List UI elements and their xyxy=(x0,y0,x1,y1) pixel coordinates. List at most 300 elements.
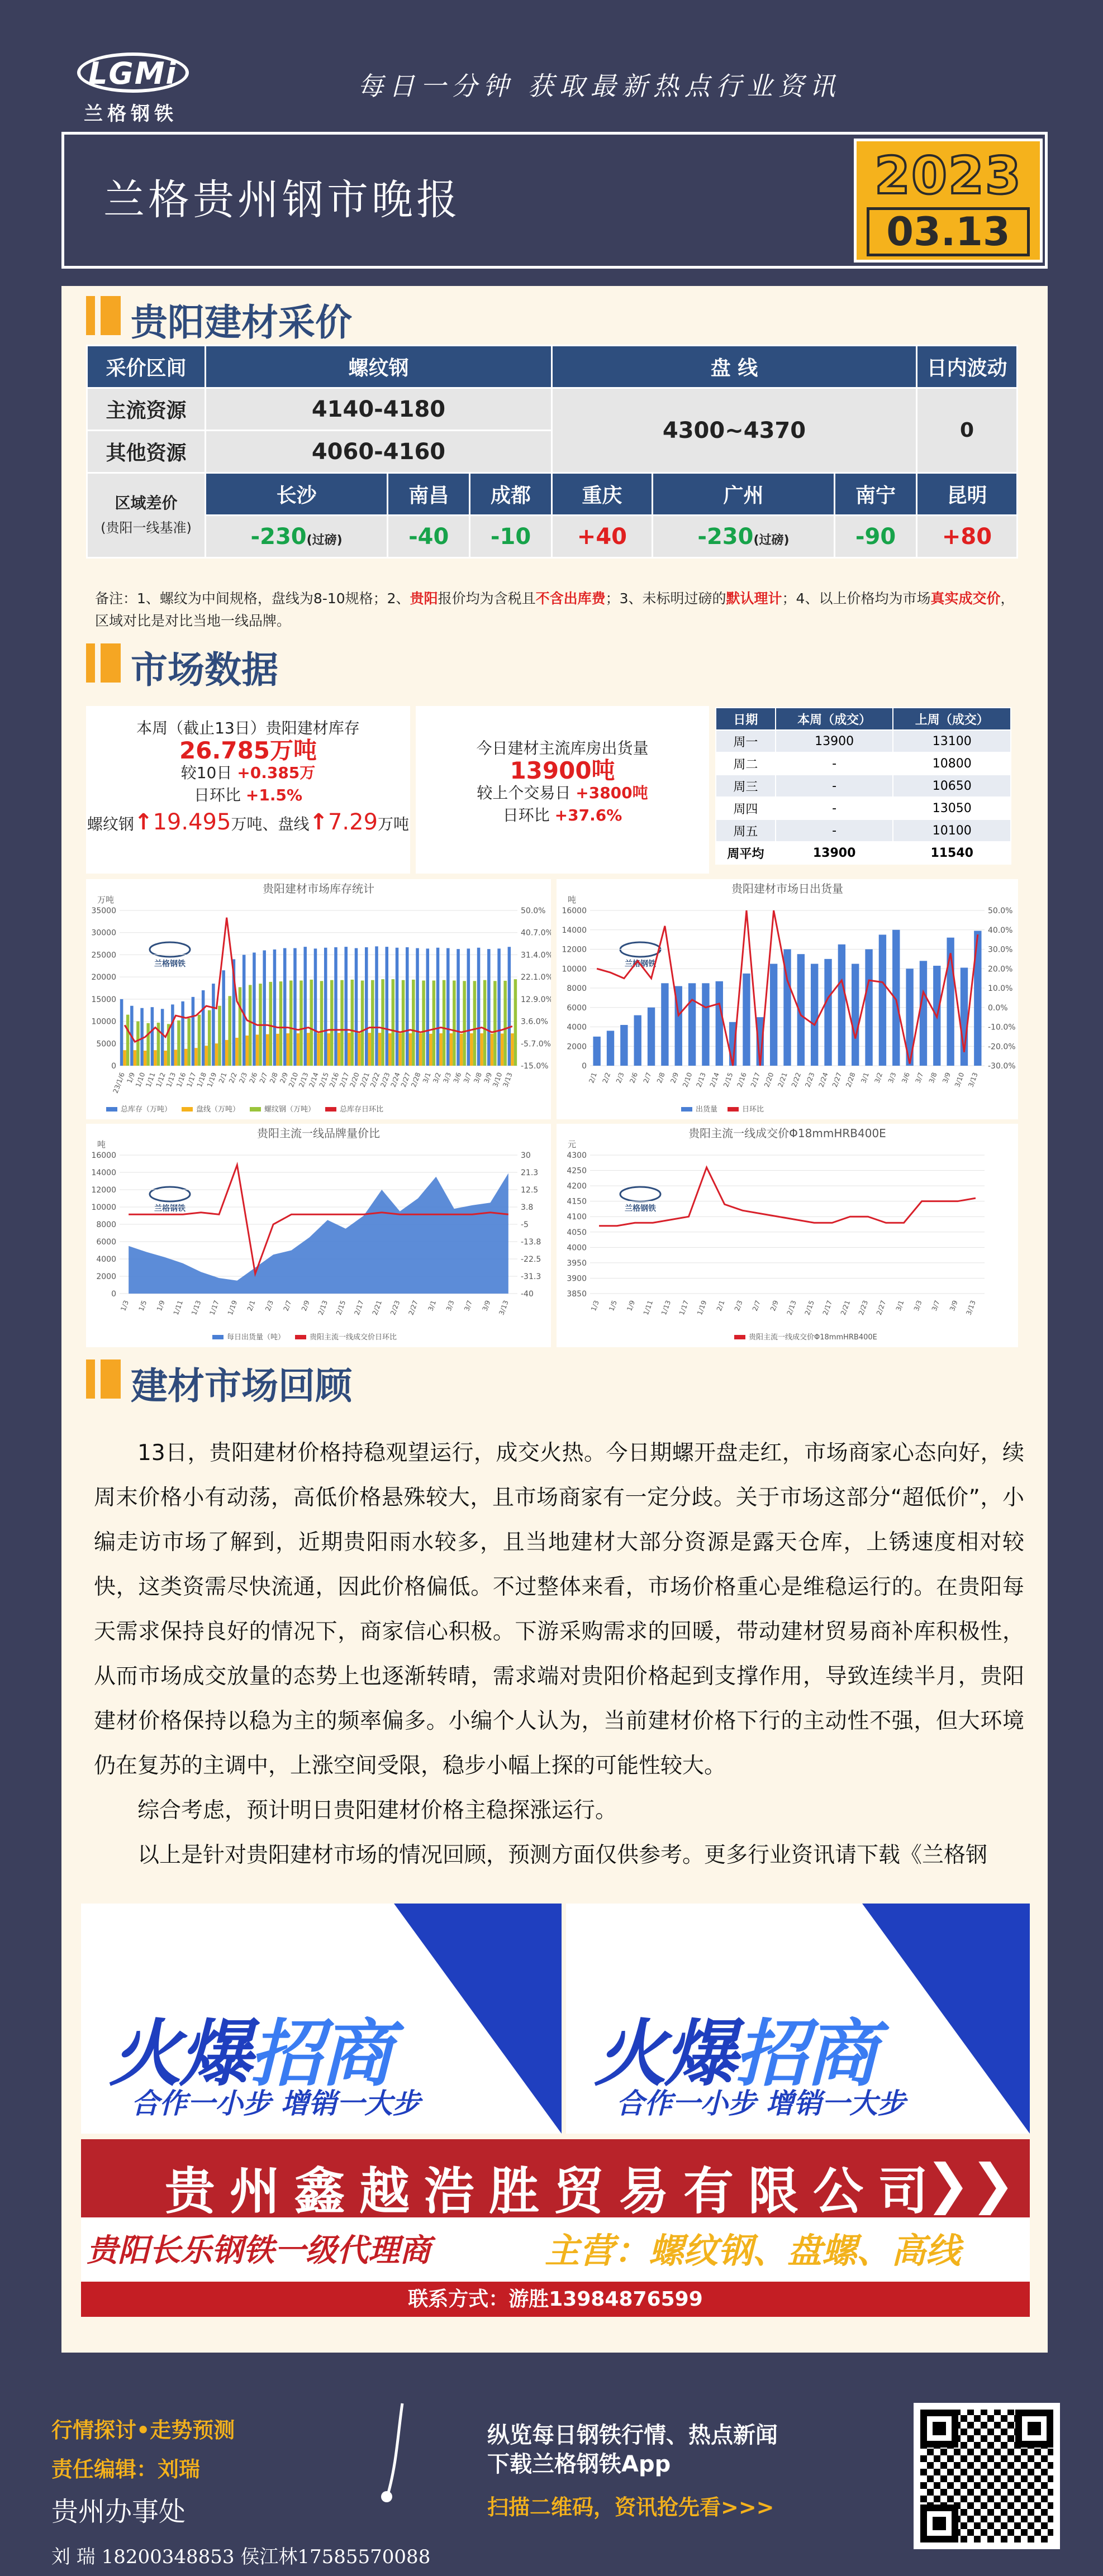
bar-wire xyxy=(429,1034,432,1066)
x-tick-label: 2/27 xyxy=(407,1299,420,1316)
company-name: 贵州鑫越浩胜贸易有限公司 xyxy=(165,2162,943,2221)
bar-rebar xyxy=(198,1015,201,1066)
bar-wire xyxy=(368,1033,372,1066)
x-tick-label: 2/13 xyxy=(297,1071,310,1089)
legend-label: 盘线（万吨） xyxy=(196,1105,240,1114)
diff-value: -10 xyxy=(490,523,531,550)
stock-panel xyxy=(86,706,410,874)
section-marker xyxy=(86,1359,95,1399)
chart-panel-ratio xyxy=(86,1124,551,1347)
bar-wire xyxy=(470,1033,473,1066)
x-tick-label: 2/3 xyxy=(733,1299,744,1313)
bar-wire xyxy=(297,1033,300,1066)
legend-label: 贵阳主流一线成交价日环比 xyxy=(310,1333,397,1342)
wk-header: 日期 xyxy=(716,708,776,730)
legend-swatch xyxy=(212,1335,224,1339)
city: 广州 xyxy=(652,473,834,516)
area-volume xyxy=(129,1173,508,1294)
x-tick-label: 2/13 xyxy=(695,1071,707,1089)
price-note xyxy=(95,588,1017,632)
y2-tick-label: 30 xyxy=(521,1151,531,1160)
x-tick-label: 2/20 xyxy=(348,1071,361,1089)
x-tick-label: 3/2 xyxy=(873,1071,885,1085)
y2-tick-label: -5.7.0% xyxy=(521,1039,551,1049)
legend-label: 贵阳主流一线成交价Φ18mmHRB400E xyxy=(749,1333,877,1342)
x-tick-label: 2/7 xyxy=(282,1299,293,1313)
x-tick-label: 2/24 xyxy=(817,1071,830,1089)
legend-swatch xyxy=(295,1335,306,1339)
separator: 、 xyxy=(262,815,278,833)
report-paper xyxy=(61,286,1048,2353)
bar-rebar xyxy=(279,981,283,1066)
bar-wire xyxy=(480,1033,483,1066)
wk-cell: 周三 xyxy=(716,775,776,797)
bar-total xyxy=(436,948,440,1066)
y-tick-label: 5000 xyxy=(96,1039,116,1049)
company-agent: 贵阳长乐钢铁一级代理商 xyxy=(87,2232,431,2269)
x-tick-label: 1/5 xyxy=(607,1299,619,1313)
pen-icon xyxy=(363,2401,425,2512)
footer xyxy=(0,2379,1103,2576)
x-tick-label: 2/21 xyxy=(358,1071,372,1089)
price-line xyxy=(599,1167,976,1226)
x-tick-label: 2/21 xyxy=(839,1299,852,1316)
chart-title: 贵阳主流一线成交价Φ18mmHRB400E xyxy=(688,1127,886,1140)
x-tick-label: 1/9 xyxy=(155,1299,167,1313)
y2-tick-label: 21.3 xyxy=(521,1168,539,1177)
y2-tick-label: -40 xyxy=(521,1290,534,1299)
x-tick-label: 2/23 xyxy=(389,1299,402,1316)
chart-panel-out xyxy=(557,879,1018,1119)
chart-title: 贵阳建材市场日出货量 xyxy=(731,882,843,895)
bar-volume xyxy=(852,964,859,1066)
x-tick-label: 2/23 xyxy=(379,1071,392,1089)
year: 2023 xyxy=(874,146,1023,206)
bar-rebar xyxy=(249,985,252,1066)
row-main-label: 主流资源 xyxy=(87,388,206,431)
bar-wire xyxy=(205,1046,208,1066)
y2-tick-label: -20.0% xyxy=(988,1042,1016,1052)
wk-cell: 13050 xyxy=(893,797,1011,819)
wk-cell: - xyxy=(776,797,893,819)
wk-row xyxy=(716,730,1011,752)
wk-cell: 13900 xyxy=(776,842,893,864)
up-arrow-icon: ↑ xyxy=(309,809,328,835)
x-tick-label: 2/28 xyxy=(410,1071,422,1089)
x-tick-label: 3/3 xyxy=(444,1299,456,1313)
x-tick-label: 2/7 xyxy=(258,1071,269,1085)
bar-rebar xyxy=(136,1022,140,1066)
logo-cn: 兰格钢铁 xyxy=(84,103,178,125)
note-highlight: 真实成交价 xyxy=(930,590,1001,607)
x-tick-label: 2/10 xyxy=(287,1071,300,1089)
x-tick-label: 2/9 xyxy=(669,1071,681,1085)
x-tick-label: 1/11 xyxy=(172,1299,185,1316)
region-label: 区域差价 xyxy=(115,493,178,512)
bar-rebar xyxy=(412,980,415,1066)
y-tick-label: 8000 xyxy=(567,984,587,993)
y2-tick-label: -22.5 xyxy=(521,1255,541,1264)
bar-total xyxy=(457,949,460,1066)
section-marker xyxy=(86,643,95,683)
city: 长沙 xyxy=(206,473,388,516)
review-paragraph: 13日，贵阳建材价格持稳观望运行，成交火热。今日期螺开盘走红，市场商家心态向好，续周末价格小有动荡，高低价格悬殊较大，且市场商家有一定分歧。关于市场这部分“超低价”，小编走访市场了解到，近期贵阳雨水较多，且当地建材大部分资源是露天仓库，上锈速度相对较快，这类资需尽快流通，因此价格偏低。不过整体来看，市场价格重心是维稳运行的。在贵阳每天需求保持良好的情况下，商家信心积极。下游采购需求的回暖，带动建材贸易商补库积极性，从而市场成交放量的态势上也逐渐转晴，需求端对贵阳价格起到支撑作用，导致连续半月，贵阳建材价格保持以稳为主的频率偏多。小编个人认为，当前建材价格下行的主动性不强，但大环境仍在复苏的主调中，上涨空间受限，稳步小幅上探的可能性较大。 xyxy=(94,1440,1024,1778)
rebar-label: 螺纹钢 xyxy=(87,815,134,833)
x-tick-label: 2/15 xyxy=(334,1299,348,1316)
x-tick-label: 2/7 xyxy=(641,1071,653,1085)
bar-rebar xyxy=(392,979,395,1066)
x-tick-label: 3/13 xyxy=(497,1299,510,1316)
qr-finder xyxy=(1015,2410,1053,2448)
section-title: 市场数据 xyxy=(131,648,278,691)
qr-finder xyxy=(920,2505,958,2542)
y-tick-label: 0 xyxy=(111,1062,116,1071)
bar-total xyxy=(293,948,297,1066)
bar-wire xyxy=(134,1050,137,1066)
qr-finder xyxy=(920,2410,958,2448)
bar-wire xyxy=(491,1034,494,1066)
y-tick-label: 4150 xyxy=(567,1197,587,1206)
legend-label: 日环比 xyxy=(742,1105,764,1114)
bar-volume xyxy=(688,983,696,1066)
x-tick-label: 2/1 xyxy=(587,1071,598,1085)
promo-banner-left[interactable] xyxy=(81,1904,562,2134)
legend-label: 出货量 xyxy=(696,1105,718,1114)
bar-total xyxy=(171,1004,174,1066)
x-tick-label: 3/8 xyxy=(472,1071,483,1085)
y-axis-unit: 万吨 xyxy=(97,895,115,905)
y-tick-label: 15000 xyxy=(91,995,116,1004)
rebar-stock: 19.495 xyxy=(153,809,231,835)
bar-total xyxy=(212,984,215,1066)
bar-volume xyxy=(743,974,750,1066)
y-tick-label: 2000 xyxy=(567,1042,587,1052)
city: 南昌 xyxy=(388,473,470,516)
diff-value: +80 xyxy=(942,523,992,550)
x-tick-label: 1/12 xyxy=(154,1071,167,1089)
x-tick-label: 3/13 xyxy=(967,1071,980,1089)
x-tick-label: 2/27 xyxy=(830,1071,844,1089)
y-tick-label: 6000 xyxy=(567,1003,587,1013)
row-other-label: 其他资源 xyxy=(87,431,206,473)
x-tick-label: 2/3 xyxy=(237,1071,249,1085)
wk-row xyxy=(716,819,1011,842)
bar-rebar xyxy=(239,987,242,1066)
out-cmp: +3800吨 xyxy=(576,784,648,802)
bar-wire xyxy=(501,1033,504,1066)
x-tick-label: 2/2 xyxy=(601,1071,612,1085)
bar-total xyxy=(151,1007,154,1066)
bar-total xyxy=(192,997,195,1066)
diff-tag: (过磅) xyxy=(753,533,790,547)
footer-editor: 责任编辑：刘瑞 xyxy=(51,2457,201,2482)
bar-volume xyxy=(702,983,709,1066)
x-tick-label: 2/21 xyxy=(776,1071,789,1089)
y2-tick-label: 40.7.0% xyxy=(521,928,551,938)
bar-rebar xyxy=(443,980,446,1066)
bar-wire xyxy=(174,1050,178,1066)
x-tick-label: 1/19 xyxy=(226,1299,239,1316)
x-tick-label: 2/8 xyxy=(655,1071,667,1085)
x-tick-label: 1/18 xyxy=(195,1071,208,1089)
x-tick-label: 3/10 xyxy=(953,1071,966,1089)
note-text: ；4、以上价格均为市场 xyxy=(782,590,931,607)
th-daily: 日内波动 xyxy=(917,346,1018,388)
diff-cell xyxy=(652,516,834,558)
legend-swatch xyxy=(734,1335,745,1339)
bar-rebar xyxy=(483,980,487,1066)
x-tick-label: 2/17 xyxy=(749,1071,762,1089)
stock-ratio: +1.5% xyxy=(245,786,303,804)
watermark-text: 兰格钢铁 xyxy=(625,960,656,969)
bar-rebar xyxy=(453,980,456,1066)
x-tick-label: 2/8 xyxy=(268,1071,279,1085)
y2-tick-label: -10.0% xyxy=(988,1023,1016,1032)
diff-cell xyxy=(917,516,1018,558)
y-tick-label: 4050 xyxy=(567,1228,587,1237)
y-axis-unit: 吨 xyxy=(568,895,577,905)
review-text xyxy=(94,1431,1024,1878)
promo-banner-right[interactable] xyxy=(566,1904,1030,2134)
bar-total xyxy=(283,948,287,1066)
section-title: 贵阳建材采价 xyxy=(131,301,352,344)
review-paragraph: 综合考虑，预计明日贵阳建材价格主稳探涨运行。 xyxy=(137,1798,617,1823)
bar-rebar xyxy=(299,980,303,1066)
bar-volume xyxy=(838,944,845,1066)
wk-row xyxy=(716,775,1011,797)
x-tick-label: 2/15 xyxy=(803,1299,816,1316)
x-tick-label: 3/3 xyxy=(886,1071,898,1085)
bar-rebar xyxy=(289,980,293,1066)
x-tick-label: 2/6 xyxy=(248,1071,259,1085)
bar-wire xyxy=(348,1033,351,1066)
y-tick-label: 4100 xyxy=(567,1213,587,1222)
bar-wire xyxy=(337,1033,341,1066)
legend-swatch xyxy=(182,1107,193,1112)
wire-price: 4300~4370 xyxy=(552,388,916,473)
x-tick-label: 3/13 xyxy=(501,1071,514,1089)
stock-cmp-line xyxy=(86,762,410,784)
diff-value: +40 xyxy=(577,523,627,550)
section-market xyxy=(86,638,477,691)
x-tick-label: 1/9 xyxy=(625,1299,637,1313)
y2-tick-label: -30.0% xyxy=(988,1062,1016,1071)
wk-cell: 13100 xyxy=(893,730,1011,752)
x-tick-label: 1/11 xyxy=(144,1071,157,1089)
diff-cell xyxy=(470,516,552,558)
y2-tick-label: 22.1.0% xyxy=(521,973,551,982)
week-table xyxy=(715,707,1011,865)
chart-title: 贵阳建材市场库存统计 xyxy=(263,882,374,895)
bar-total xyxy=(222,970,225,1066)
x-tick-label: 3/6 xyxy=(900,1071,911,1085)
legend-label: 每日出货量（吨） xyxy=(227,1333,286,1342)
unit: 万吨 xyxy=(378,815,410,833)
bar-volume xyxy=(811,964,818,1066)
bar-wire xyxy=(317,1033,320,1066)
legend-swatch xyxy=(106,1107,117,1112)
wire-stock: 7.29 xyxy=(327,809,378,835)
x-tick-label: 2/17 xyxy=(353,1299,365,1316)
section-title: 建材市场回顾 xyxy=(131,1365,352,1408)
price-table xyxy=(86,345,1018,559)
bar-wire xyxy=(123,1050,126,1066)
y-tick-label: 8000 xyxy=(96,1220,116,1229)
footer-office: 贵州办事处 xyxy=(51,2496,186,2527)
x-tick-label: 2/27 xyxy=(874,1299,888,1316)
wk-cell: 10650 xyxy=(893,775,1011,797)
x-tick-label: 2/15 xyxy=(722,1071,735,1089)
x-tick-label: 3/1 xyxy=(426,1299,438,1313)
promo-b: 招商 xyxy=(735,2011,876,2096)
x-tick-label: 1/11 xyxy=(641,1299,655,1316)
x-tick-label: 1/19 xyxy=(205,1071,218,1089)
bar-wire xyxy=(398,1033,402,1066)
bar-wire xyxy=(225,1040,229,1066)
x-tick-label: 2/27 xyxy=(399,1071,412,1089)
chart-ratio xyxy=(86,1124,551,1347)
bar-total xyxy=(120,999,123,1066)
y2-tick-label: 3.6.0% xyxy=(521,1017,548,1027)
x-tick-label: 3/10 xyxy=(491,1071,504,1089)
stock-ratio-label: 日环比 xyxy=(193,786,241,804)
wk-cell: 10800 xyxy=(893,752,1011,775)
bar-rebar xyxy=(361,980,364,1066)
y-tick-label: 12000 xyxy=(91,1186,116,1195)
y-tick-label: 25000 xyxy=(91,951,116,960)
bar-volume xyxy=(865,950,872,1066)
out-cmp-label: 较上个交易日 xyxy=(477,784,571,802)
y-axis-unit: 吨 xyxy=(97,1139,106,1149)
y2-tick-label: 30.0% xyxy=(988,945,1013,955)
x-tick-label: 3/9 xyxy=(481,1299,492,1313)
x-tick-label: 3/1 xyxy=(421,1071,432,1085)
wk-cell: - xyxy=(776,819,893,842)
bar-total xyxy=(303,947,307,1066)
promo-a: 火爆 xyxy=(109,2011,250,2096)
wk-header: 本周（成交） xyxy=(776,708,893,730)
bar-total xyxy=(508,947,511,1066)
y-tick-label: 3850 xyxy=(567,1290,587,1299)
out-cmp-line xyxy=(416,782,709,804)
diff-tag: (过磅) xyxy=(306,533,343,547)
x-tick-label: 2/13 xyxy=(785,1299,798,1316)
bar-wire xyxy=(307,1033,310,1066)
qr-code[interactable] xyxy=(914,2403,1060,2549)
other-rebar: 4060-4160 xyxy=(206,431,552,473)
review-paragraph: 以上是针对贵阳建材市场的情况回顾，预测方面仅供参考。更多行业资讯请下载《兰格钢 xyxy=(137,1843,988,1868)
bar-wire xyxy=(245,1036,249,1066)
diff-cell xyxy=(388,516,470,558)
bar-total xyxy=(426,948,430,1066)
bar-volume xyxy=(879,934,886,1066)
y2-tick-label: -31.3 xyxy=(521,1272,541,1281)
note-highlight: 贵阳 xyxy=(410,590,438,607)
bar-total xyxy=(263,950,266,1066)
lange-logo xyxy=(73,49,196,125)
daily-change: 0 xyxy=(917,388,1018,473)
y-axis-unit: 元 xyxy=(568,1139,577,1149)
out-panel xyxy=(416,706,709,874)
legend-label: 螺纹钢（万吨） xyxy=(264,1105,316,1114)
diff-value: -90 xyxy=(855,523,896,550)
footer-qr-hint: 扫描二维码，资讯抢先看>>> xyxy=(487,2495,774,2520)
y-tick-label: 35000 xyxy=(91,907,116,915)
footer-app-line2: 下载兰格钢铁App xyxy=(487,2451,671,2477)
bar-rebar xyxy=(146,1023,150,1066)
x-tick-label: 2/1 xyxy=(217,1071,229,1085)
company-ad[interactable] xyxy=(81,2139,1030,2317)
wk-cell: 周平均 xyxy=(716,842,776,864)
y-tick-label: 4000 xyxy=(567,1023,587,1032)
bar-wire xyxy=(327,1033,330,1066)
x-tick-label: 3/6 xyxy=(451,1071,463,1085)
y2-tick-label: -13.8 xyxy=(521,1238,541,1247)
y-tick-label: 10000 xyxy=(91,1203,116,1212)
bar-rebar xyxy=(126,1015,130,1066)
x-tick-label: 2/13 xyxy=(316,1299,330,1316)
bar-total xyxy=(355,948,358,1066)
footer-tagline: 行情探讨•走势预测 xyxy=(51,2418,235,2443)
unit: 万吨 xyxy=(231,815,263,833)
bar-wire xyxy=(276,1034,279,1066)
wk-row xyxy=(716,752,1011,775)
bar-wire xyxy=(419,1033,422,1066)
y-tick-label: 0 xyxy=(582,1062,587,1071)
chart-panel-stock xyxy=(86,879,551,1119)
wk-header: 上周（成交） xyxy=(893,708,1011,730)
promo-sub: 合作一小步 增销一大步 xyxy=(616,2087,906,2120)
x-tick-label: 3/7 xyxy=(930,1299,942,1313)
promo-a: 火爆 xyxy=(594,2011,735,2096)
footer-app-line1: 纵览每日钢铁行情、热点新闻 xyxy=(487,2422,778,2448)
x-tick-label: 2/17 xyxy=(821,1299,834,1316)
bar-total xyxy=(375,946,378,1066)
x-tick-label: 1/17 xyxy=(185,1071,198,1089)
x-tick-label: 1/13 xyxy=(190,1299,203,1316)
bar-total xyxy=(273,950,277,1066)
wire-label: 盘线 xyxy=(278,815,310,833)
x-tick-label: 2/23 xyxy=(804,1071,816,1089)
bar-wire xyxy=(256,1034,259,1066)
x-tick-label: 3/9 xyxy=(482,1071,494,1085)
bar-total xyxy=(385,947,388,1066)
wk-cell: 周五 xyxy=(716,819,776,842)
x-tick-label: 3/3 xyxy=(912,1299,924,1313)
wk-cell: - xyxy=(776,752,893,775)
bar-volume xyxy=(716,981,723,1066)
bar-volume xyxy=(620,1025,627,1066)
promo-b: 招商 xyxy=(250,2011,391,2096)
x-tick-label: 2/1 xyxy=(715,1299,726,1313)
x-tick-label: 2/16 xyxy=(327,1071,341,1089)
bar-total xyxy=(181,1001,184,1066)
x-tick-label: 3/2 xyxy=(431,1071,443,1085)
bar-wire xyxy=(144,1051,147,1066)
legend-swatch xyxy=(250,1107,261,1112)
y2-tick-label: 12.5 xyxy=(521,1186,539,1195)
x-tick-label: 2/14 xyxy=(708,1071,721,1089)
chart-out xyxy=(557,879,1018,1119)
x-tick-label: 1/3 xyxy=(589,1299,601,1313)
bar-total xyxy=(202,990,205,1066)
bar-total xyxy=(365,947,368,1066)
bar-rebar xyxy=(177,1020,180,1066)
x-tick-label: 23/1/6 xyxy=(111,1071,126,1095)
watermark-text: 兰格钢铁 xyxy=(625,1204,656,1213)
x-tick-label: 2/1 xyxy=(245,1299,257,1313)
bar-total xyxy=(314,948,317,1066)
